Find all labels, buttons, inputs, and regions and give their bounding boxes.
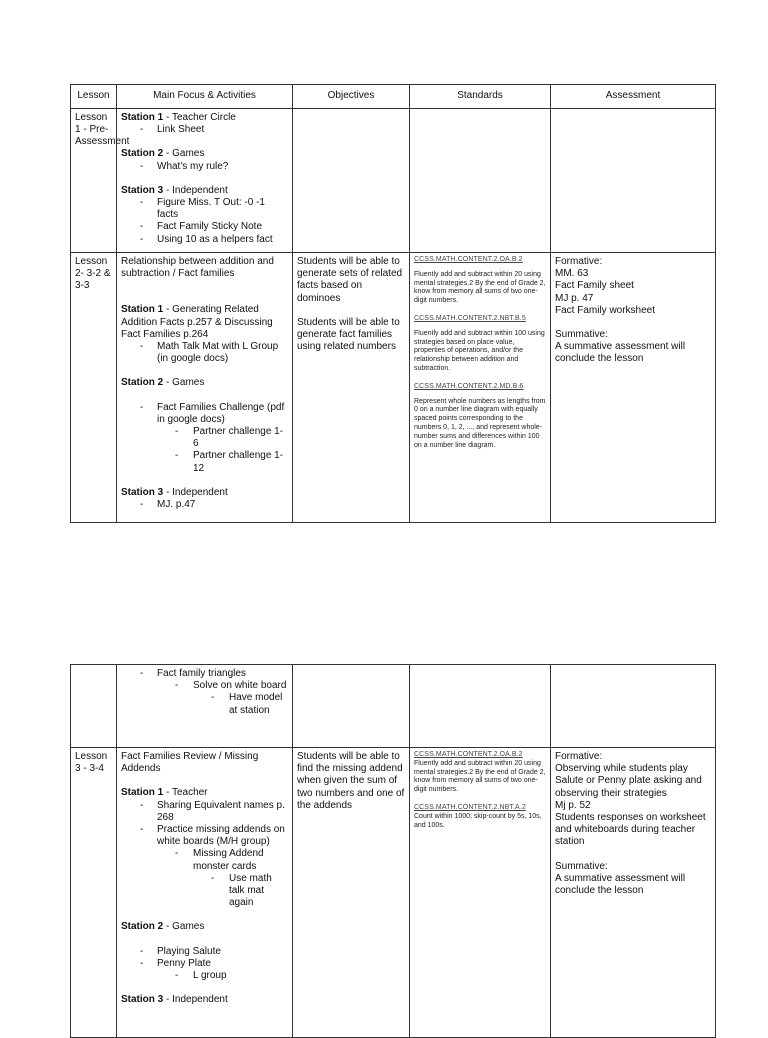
list-item: - Partner challenge 1-12 xyxy=(157,450,288,474)
header-lesson: Lesson xyxy=(71,85,117,109)
standard-code: CCSS.MATH.CONTENT.2.NBT.B.5 xyxy=(414,314,526,322)
formative-item: Fact Family worksheet xyxy=(555,304,656,316)
lesson-plan-table-1 xyxy=(70,84,716,523)
list-item: - Figure Miss. T Out: -0 -1 facts xyxy=(121,197,288,221)
header-main-focus: Main Focus & Activities xyxy=(117,85,293,109)
assessment-cell xyxy=(551,665,716,748)
objectives-cell xyxy=(293,748,410,1038)
activities-cell xyxy=(117,253,293,523)
standard-desc: Fluently add and subtract within 20 using mental strategies.2 By the end of Grade 2, know from memory all sums of two one-digit numbers. xyxy=(414,270,546,305)
objectives-cell xyxy=(293,253,410,523)
station-3: Station 3 - Independent xyxy=(121,994,228,1006)
header-assessment: Assessment xyxy=(551,85,716,109)
formative-label: Formative: xyxy=(555,256,603,267)
station-3: Station 3 - Independent - Figure Miss. T Out: -0 -1 facts - Fact Family Sticky Note - Using 10 as a helpers fact xyxy=(121,185,288,246)
list-item: - Math Talk Mat with L Group (in google docs) xyxy=(121,341,288,365)
focus-text: Fact Families Review / Missing Addends xyxy=(121,751,259,775)
list-item: - Practice missing addends on white boards (M/H group) - Missing Addend monster cards - Use math talk mat again xyxy=(121,824,288,909)
focus-text: Relationship between addition and subtraction / Fact families xyxy=(121,256,274,280)
objectives-cell xyxy=(293,109,410,253)
standard-block xyxy=(414,383,546,451)
header-row xyxy=(71,85,716,109)
formative-item: MJ p. 47 xyxy=(555,292,594,304)
assessment-cell xyxy=(551,748,716,1038)
list-item: - Use math talk mat again xyxy=(193,873,288,910)
summative-label: Summative: xyxy=(555,329,608,341)
formative-label: Formative: xyxy=(555,751,603,762)
activities-cell xyxy=(117,665,293,748)
list-item: - Fact Families Challenge (pdf in google docs) - Partner challenge 1-6 - Partner challenge 1-12 xyxy=(121,402,288,475)
objective-text: Students will be able to find the missing addend when given the sum of two numbers and one of the addends xyxy=(297,751,405,811)
standard-block xyxy=(414,315,546,374)
list-item: - Playing Salute xyxy=(121,946,288,958)
station-2: Station 2 - Games - What's my rule? xyxy=(121,148,288,172)
activities-cell xyxy=(117,748,293,1038)
standards-cell xyxy=(410,109,551,253)
list-item: - Have model at station xyxy=(193,692,288,716)
formative-item: Mj p. 52 xyxy=(555,799,591,811)
formative-item: Fact Family sheet xyxy=(555,280,634,292)
list-item: - Solve on white board - Have model at station xyxy=(157,680,288,717)
list-item: - Penny Plate - L group xyxy=(121,958,288,982)
lesson-cell: Lesson 2- 3-2 & 3-3 xyxy=(71,253,117,523)
station-2: Station 2 - Games - Playing Salute - Penny Plate - L group xyxy=(121,921,288,982)
lesson-cell xyxy=(71,665,117,748)
station-2: Station 2 - Games - Fact Families Challenge (pdf in google docs) - Partner challenge 1-6 - Partner challenge 1-12 xyxy=(121,377,288,474)
standard-block xyxy=(414,804,546,830)
formative-item: MM. 63 xyxy=(555,268,589,280)
standard-desc: Count within 1000; skip-count by 5s, 10s, and 100s. xyxy=(414,812,542,829)
objectives-cell xyxy=(293,665,410,748)
table-row-continued xyxy=(71,665,716,748)
standard-block xyxy=(414,751,546,795)
list-item: - Using 10 as a helpers fact xyxy=(121,234,288,246)
lesson-plan-table-2 xyxy=(70,664,716,1038)
standard-code: CCSS.MATH.CONTENT.2.NBT.A.2 xyxy=(414,803,526,811)
standard-code: CCSS.MATH.CONTENT.2.OA.B.2 xyxy=(414,751,523,758)
list-item: - Link Sheet xyxy=(121,124,288,136)
station-1: Station 1 - Teacher - Sharing Equivalent names p. 268 - Practice missing addends on white boards (M/H group) - Missing Addend monster cards - Use math talk mat again xyxy=(121,787,288,909)
formative-item: Observing while students play Salute or Penny plate asking and observing their strategies xyxy=(555,763,702,799)
list-item: - What's my rule? xyxy=(121,161,288,173)
summative-text: A summative assessment will conclude the lesson xyxy=(555,341,686,365)
objective-text: Students will be able to generate sets of related facts based on dominoes xyxy=(297,256,403,304)
station-3: Station 3 - Independent - MJ. p.47 xyxy=(121,487,288,511)
table-row-lesson-1 xyxy=(71,109,716,253)
standard-desc: Fluently add and subtract within 100 using strategies based on place value, properties of operations, and/or the relationship between addition and subtraction. xyxy=(414,329,545,372)
list-item: - Partner challenge 1-6 xyxy=(157,426,288,450)
lesson-cell: Lesson 3 - 3-4 xyxy=(71,748,117,1038)
standards-cell xyxy=(410,748,551,1038)
standard-desc: Represent whole numbers as lengths from 0 on a number line diagram with equally spaced points corresponding to the numbers 0, 1, 2, ..., and represent whole-number sums and differences within 100 on a number line diagram. xyxy=(414,397,546,449)
header-objectives: Objectives xyxy=(293,85,410,109)
objective-text: Students will be able to generate fact families using related numbers xyxy=(297,316,400,353)
list-item: - Fact Family Sticky Note xyxy=(121,221,288,233)
formative-item: Students responses on worksheet and whiteboards during teacher station xyxy=(555,812,706,848)
standard-code: CCSS.MATH.CONTENT.2.OA.B.2 xyxy=(414,256,523,263)
lesson-cell: Lesson 1 - Pre-Assessment xyxy=(71,109,117,253)
standard-desc: Fluently add and subtract within 20 using mental strategies.2 By the end of Grade 2, know from memory all sums of two one-digit numbers. xyxy=(414,759,546,794)
list-item: - Missing Addend monster cards - Use math talk mat again xyxy=(157,848,288,909)
station-1: Station 1 - Teacher Circle - Link Sheet xyxy=(121,112,288,136)
summative-text: A summative assessment will conclude the lesson xyxy=(555,872,686,897)
list-item: - MJ. p.47 xyxy=(121,499,288,511)
table-row-lesson-2 xyxy=(71,253,716,523)
header-standards: Standards xyxy=(410,85,551,109)
table-row-lesson-3 xyxy=(71,748,716,1038)
list-item: - Sharing Equivalent names p. 268 xyxy=(121,800,288,824)
assessment-cell xyxy=(551,109,716,253)
standards-cell xyxy=(410,253,551,523)
standards-cell xyxy=(410,665,551,748)
list-item: - Fact family triangles - Solve on white board - Have model at station xyxy=(121,668,288,717)
list-item: - L group xyxy=(157,970,288,982)
activities-cell xyxy=(117,109,293,253)
standard-code: CCSS.MATH.CONTENT.2.MD.B.6 xyxy=(414,382,524,390)
station-1: Station 1 - Generating Related Addition Facts p.257 & Discussing Fact Families p.264 - Math Talk Mat with L Group (in google docs) xyxy=(121,304,288,365)
summative-label: Summative: xyxy=(555,860,608,872)
assessment-cell xyxy=(551,253,716,523)
standard-block xyxy=(414,256,546,306)
